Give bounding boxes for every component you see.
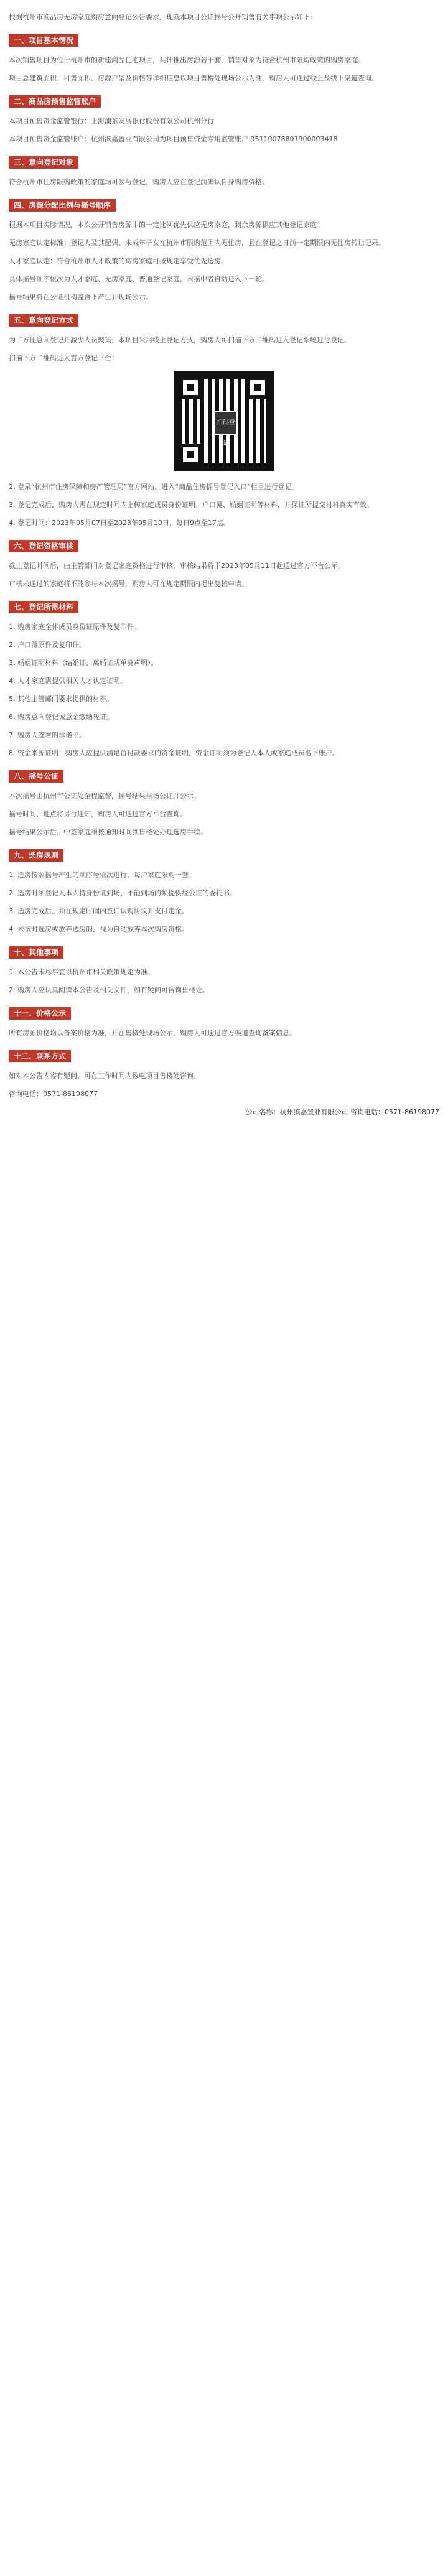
- section-10: [9, 946, 439, 996]
- section-title: 十一、价格公示: [9, 1007, 71, 1020]
- section-1: [9, 34, 439, 84]
- section-heading: [9, 1050, 439, 1062]
- section-title: 一、项目基本情况: [9, 34, 78, 47]
- section-4: [9, 199, 439, 303]
- section-heading: [9, 314, 439, 327]
- section-paragraph: 2. 购房人应认真阅读本公告及相关文件，如有疑问可咨询售楼处。: [9, 986, 209, 994]
- section-heading: [9, 770, 439, 783]
- section-paragraph: 摇号结果将在公证机构监督下产生并现场公示。: [9, 293, 152, 301]
- section-paragraph: 所有房源价格均以备案价格为准，并在售楼处现场公示，购房人可通过官方渠道查询备案信息。: [9, 1029, 296, 1037]
- section-paragraph: 本次摇号由杭州市公证处全程监督，摇号结果当场公证并公示。: [9, 792, 200, 800]
- section-heading: [9, 946, 439, 959]
- section-paragraph: 本次销售项目为位于杭州市的新建商品住宅项目，共计推出房源若干套，销售对象为符合杭州市限购政策的购房家庭。: [9, 56, 365, 64]
- section-12: [9, 1050, 439, 1100]
- section-paragraph: 人才家庭认定：符合杭州市人才政策的购房家庭可按规定享受优先选房。: [9, 257, 228, 265]
- intro-paragraph: 根据杭州市商品房无房家庭购房意向登记公告要求，现就本项目公证摇号公开销售有关事项公示如下：: [9, 13, 317, 21]
- section-2: [9, 95, 439, 145]
- section-title: 四、房源分配比例与摇号顺序: [9, 199, 116, 212]
- footer-contact: 公司名称：杭州滨嘉置业有限公司 咨询电话：0571-86198077: [245, 1108, 439, 1116]
- section-heading: [9, 34, 439, 47]
- section-paragraph: 2. 登录“杭州市住房保障和房产管理局”官方网站，进入“商品住房摇号登记入口”栏目进行登记。: [9, 483, 299, 491]
- section-title: 五、意向登记方式: [9, 314, 78, 327]
- section-paragraph: 截止登记时间后，由主管部门对登记家庭资格进行审核，审核结果将于2023年05月11日起通过官方平台公示。: [9, 562, 345, 570]
- section-paragraph: 4. 登记时间：2023年05月07日至2023年05月10日，每日9点至17点。: [9, 519, 230, 527]
- section-title: 三、意向登记对象: [9, 156, 78, 169]
- qr-logo: 扫码登记: [213, 411, 238, 435]
- section-9: [9, 849, 439, 935]
- section-heading: [9, 156, 439, 169]
- section-paragraph: 摇号结果公示后，中签家庭须按通知时间到售楼处办理选房手续。: [9, 828, 207, 836]
- section-title: 二、商品房预售监管账户: [9, 95, 101, 108]
- section-title: 八、摇号公证: [9, 770, 63, 783]
- qr-corner-icon: [179, 444, 202, 466]
- section-paragraph: 本项目预售资金监管银行：上海浦东发展银行股份有限公司杭州分行: [9, 117, 214, 125]
- section-title: 六、登记资格审核: [9, 540, 78, 552]
- section-title: 七、登记所需材料: [9, 601, 78, 613]
- section-3: [9, 156, 439, 188]
- section-paragraph: 7. 购房人签署的承诺书。: [9, 731, 86, 739]
- qr-code-icon[interactable]: [174, 371, 274, 471]
- section-paragraph: 无房家庭认定标准：登记人及其配偶、未成年子女在杭州市限购范围内无住房，且在登记之日前一定期限内无住房转让记录。: [9, 239, 385, 247]
- section-paragraph: 符合杭州市住房限购政策的家庭均可参与登记，购房人应在登记前确认自身购房资格。: [9, 178, 269, 186]
- section-paragraph: 4. 人才家庭需提供相关人才认定证明。: [9, 677, 127, 685]
- qr-corner-icon: [246, 376, 269, 399]
- section-title: 十二、联系方式: [9, 1050, 71, 1062]
- section-paragraph: 1. 购房家庭全体成员身份证原件及复印件。: [9, 623, 141, 631]
- section-title: 十、其他事项: [9, 946, 63, 959]
- section-paragraph: 8. 资金来源证明：购房人应提供满足首付款要求的资金证明，资金证明须为登记人本人或家庭成员名下账户。: [9, 749, 339, 757]
- section-paragraph: 具体摇号顺序依次为人才家庭、无房家庭、普通登记家庭，未摇中者自动进入下一轮。: [9, 275, 269, 283]
- section-paragraph: 审核未通过的家庭将不能参与本次摇号，购房人可在规定期限内提出复核申请。: [9, 580, 248, 588]
- section-paragraph: 咨询电话：0571-86198077: [9, 1090, 98, 1098]
- section-paragraph: 1. 选房按照摇号产生的顺序号依次进行，每户家庭限购一套。: [9, 871, 195, 879]
- section-paragraph: 项目总建筑面积、可售面积、房源户型及价格等详细信息以项目售楼处现场公示为准，购房人可通过线上及线下渠道查询。: [9, 74, 378, 82]
- section-heading: [9, 199, 439, 212]
- section-paragraph: 扫描下方二维码进入官方登记平台：: [9, 354, 118, 362]
- section-paragraph: 1. 本公告未尽事宜以杭州市相关政策规定为准。: [9, 968, 154, 976]
- section-paragraph: 3. 登记完成后，购房人需在规定时间内上传家庭成员身份证明、户口簿、婚姻证明等材料，并保证所提交材料真实有效。: [9, 501, 373, 509]
- section-paragraph: 4. 未按时选房或放弃选房的，视为自动放弃本次购房资格。: [9, 925, 189, 933]
- qr-corner-icon: [179, 376, 202, 399]
- section-heading: [9, 95, 439, 108]
- section-paragraph: 2. 户口簿原件及复印件。: [9, 641, 86, 649]
- section-paragraph: 3. 选房完成后，须在规定时间内签订认购协议并支付定金。: [9, 907, 189, 915]
- qr-code-wrapper: [9, 371, 439, 471]
- section-11: [9, 1007, 439, 1039]
- section-paragraph: 本项目预售资金监管账户：杭州滨嘉置业有限公司为项目预售资金专用监管账户 95110078801900003418: [9, 135, 338, 143]
- section-paragraph: 为了方便意向登记并减少人员聚集，本项目采用线上登记方式，购房人可扫描下方二维码进入登记系统进行登记。: [9, 336, 351, 344]
- section-5: [9, 314, 439, 529]
- section-paragraph: 6. 购房意向登记诚意金缴纳凭证。: [9, 713, 113, 721]
- section-paragraph: 摇号时间、地点将另行通知，购房人可通过官方平台查询。: [9, 810, 187, 818]
- section-7: [9, 601, 439, 759]
- section-paragraph: 5. 其他主管部门要求提供的材料。: [9, 695, 113, 703]
- section-paragraph: 根据本项目实际情况，本次公开销售房源中的一定比例优先供应无房家庭，剩余房源供应其他登记家庭。: [9, 221, 324, 229]
- section-paragraph: 2. 选房时须登记人本人持身份证到场，不能到场的须提供经公证的委托书。: [9, 889, 236, 897]
- section-heading: [9, 540, 439, 552]
- section-6: [9, 540, 439, 590]
- section-heading: [9, 1007, 439, 1020]
- section-heading: [9, 849, 439, 862]
- section-paragraph: 3. 婚姻证明材料（结婚证、离婚证或单身声明）。: [9, 659, 158, 667]
- section-paragraph: 如对本公告内容有疑问，可在工作时间内致电项目售楼处咨询。: [9, 1072, 200, 1080]
- sections-container: [9, 34, 439, 1100]
- section-heading: [9, 601, 439, 613]
- section-8: [9, 770, 439, 838]
- section-title: 九、选房规则: [9, 849, 63, 862]
